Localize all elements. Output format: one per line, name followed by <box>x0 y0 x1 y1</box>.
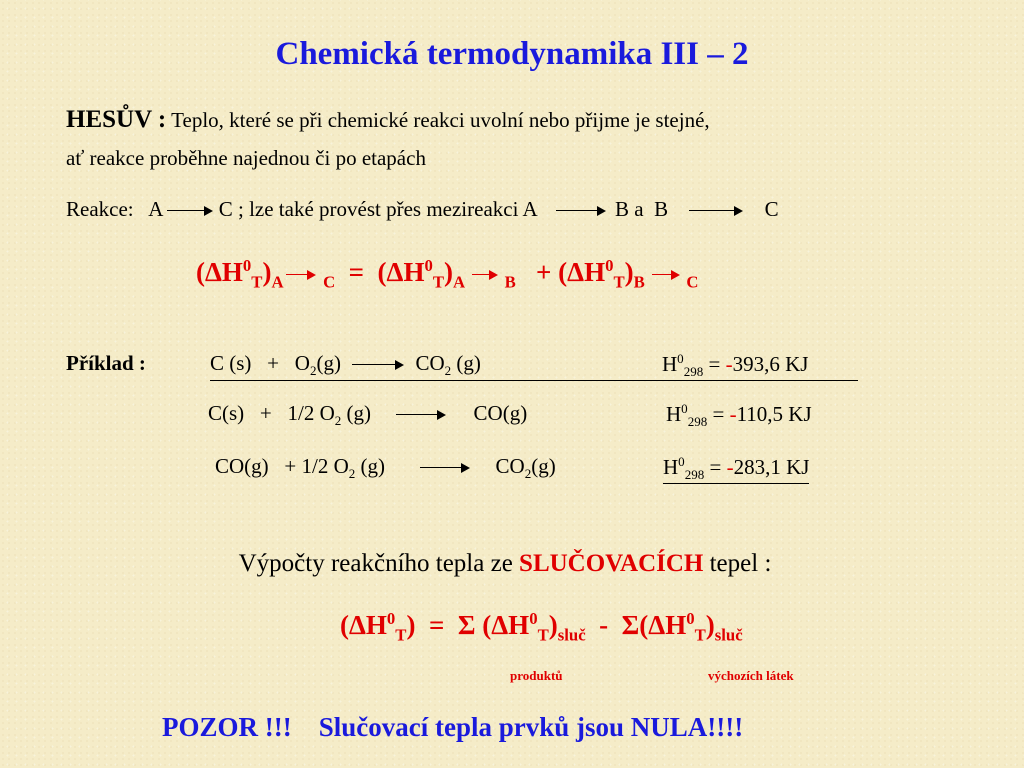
reakce-label: Reakce: <box>66 197 134 221</box>
plus: + <box>284 454 297 478</box>
subscript-arrow-icon <box>472 270 498 280</box>
minus: - <box>726 455 734 479</box>
reaction-arrow-icon <box>689 206 743 216</box>
reaction-arrow-icon <box>556 206 606 216</box>
minus: - <box>599 610 609 640</box>
reactant-a2: A <box>522 197 537 221</box>
product-c: C <box>764 197 779 221</box>
example-row-1 <box>210 351 858 381</box>
reactant: CO(g) <box>215 454 269 478</box>
vypocty-prefix: Výpočty reakčního tepla ze <box>238 550 513 577</box>
sub-t: T <box>694 625 706 645</box>
reaction-arrow-icon <box>352 360 404 370</box>
paren: ) <box>705 610 715 640</box>
pozor-word: POZOR !!! <box>162 712 292 742</box>
hesuv-term: HESŮV : <box>66 106 167 133</box>
sub: 2 <box>524 466 532 482</box>
sup-zero: 0 <box>424 256 433 275</box>
reaction-arrow-icon <box>420 463 470 473</box>
paren: ) <box>406 610 416 640</box>
sup: 0 <box>681 401 688 416</box>
sup: 0 <box>678 454 685 469</box>
sub-b: B <box>633 272 645 292</box>
sub-t: T <box>395 625 407 645</box>
equals: = <box>712 402 725 426</box>
reactant: 1/2 O <box>287 401 335 425</box>
sup-zero: 0 <box>529 609 538 628</box>
enthalpy-value: 283,1 KJ <box>733 455 810 479</box>
enthalpy-3 <box>663 454 809 484</box>
paren: ) <box>624 257 634 287</box>
subscript-arrow-icon <box>286 270 316 280</box>
sub-t: T <box>251 272 263 292</box>
sluc-formula <box>340 609 743 645</box>
vypocty-keyword: SLUČOVACÍCH <box>519 550 704 577</box>
enthalpy-1 <box>662 351 808 380</box>
sub: 2 <box>334 413 342 429</box>
sub: 298 <box>687 414 708 430</box>
vypocty-line <box>0 550 1010 578</box>
state: (g) <box>360 454 386 478</box>
priklad-label: Příklad : <box>66 351 146 375</box>
state: (g) <box>316 351 341 375</box>
product: CO <box>415 351 445 375</box>
example-row-2 <box>208 401 868 431</box>
sup-zero: 0 <box>605 256 614 275</box>
equals: = <box>348 257 365 287</box>
h-symbol: H <box>662 352 678 376</box>
hesuv-line1 <box>66 106 710 134</box>
equals: = <box>708 352 721 376</box>
sub: 2 <box>348 466 356 482</box>
hesuv-text-line2: ať reakce proběhne najednou či po etapách <box>66 146 426 170</box>
sub-t: T <box>537 625 549 645</box>
state: (g) <box>346 401 372 425</box>
reakce-line <box>66 197 779 222</box>
sub-t: T <box>432 272 445 292</box>
paren: ) <box>262 257 272 287</box>
sub: 298 <box>683 364 704 380</box>
enthalpy-value: 110,5 KJ <box>736 402 812 426</box>
hesuv-text-line1: Teplo, které se při chemické reakci uvolní nebo přijme je stejné, <box>171 108 710 132</box>
paren: ) <box>444 257 454 287</box>
equals: = <box>428 610 445 640</box>
sub-a: A <box>271 272 284 292</box>
minus: - <box>729 402 737 426</box>
reactant-b: B <box>654 197 669 221</box>
sup-zero: 0 <box>686 609 695 628</box>
delta-h: (ΔH <box>558 257 606 287</box>
delta-h: (ΔH <box>340 610 387 640</box>
reactant: C (s) <box>210 351 252 375</box>
sub-sluc: sluč <box>557 625 586 645</box>
h-symbol: H <box>666 402 682 426</box>
sup-zero: 0 <box>386 609 396 628</box>
plus: + <box>267 351 280 375</box>
product: CO <box>495 454 525 478</box>
delta-h: (ΔH <box>377 257 425 287</box>
delta-h: (ΔH <box>639 610 687 640</box>
label-vychozich: výchozích látek <box>708 668 794 683</box>
sub-c: C <box>686 272 699 292</box>
subscript-arrow-icon <box>652 270 680 280</box>
hess-formula <box>196 256 698 292</box>
sub: 2 <box>444 363 452 379</box>
state: (g) <box>531 454 556 478</box>
reactant-a: A <box>148 197 163 221</box>
sub: 2 <box>309 363 317 379</box>
product: CO(g) <box>473 401 528 425</box>
delta-h: (ΔH <box>196 257 243 287</box>
plus: + <box>259 401 272 425</box>
reakce-b-text: B a <box>615 197 644 221</box>
paren: ) <box>548 610 558 640</box>
sub: 298 <box>684 467 705 483</box>
sub-t: T <box>613 272 625 292</box>
sup: 0 <box>677 351 684 366</box>
minus: - <box>725 352 733 376</box>
sigma: Σ <box>457 610 476 640</box>
state: (g) <box>456 351 481 375</box>
h-symbol: H <box>663 455 679 479</box>
label-produktu: produktů <box>510 668 563 683</box>
pozor-line <box>162 712 743 743</box>
enthalpy-value: 393,6 KJ <box>732 352 809 376</box>
enthalpy-2 <box>666 401 812 430</box>
pozor-text: Slučovací tepla prvků jsou NULA!!!! <box>318 712 744 742</box>
equals: = <box>709 455 722 479</box>
example-row-3 <box>215 454 865 484</box>
sup-zero: 0 <box>242 256 252 275</box>
sub-a: A <box>453 272 466 292</box>
reactant: C(s) <box>208 401 245 425</box>
sub-b: B <box>504 272 516 292</box>
sigma: Σ <box>621 610 640 640</box>
vypocty-suffix: tepel : <box>709 550 772 577</box>
reaction-arrow-icon <box>396 410 446 420</box>
reaction-arrow-icon <box>167 206 213 216</box>
reakce-text: C ; lze také provést přes mezireakci <box>218 197 519 221</box>
sub-sluc: sluč <box>714 625 743 645</box>
plus: + <box>536 257 552 287</box>
reactant: O <box>294 351 310 375</box>
reactant: 1/2 O <box>301 454 349 478</box>
delta-h: (ΔH <box>482 610 530 640</box>
slide-title: Chemická termodynamika III – 2 <box>275 36 749 72</box>
sub-c: C <box>323 272 336 292</box>
